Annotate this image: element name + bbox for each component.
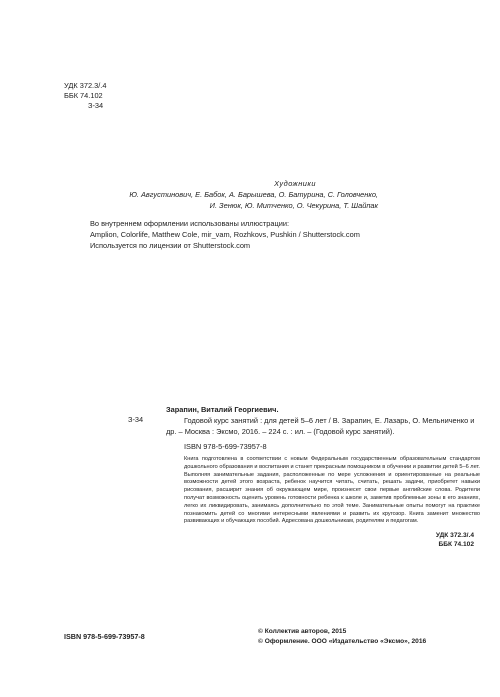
catalog-author: Зарапин, Виталий Георгиевич. xyxy=(166,405,279,414)
classification-codes xyxy=(64,81,106,111)
illustrations-credit xyxy=(90,218,380,251)
udc-code: УДК 372.3/.4 xyxy=(64,81,107,90)
bbk-code: ББК 74.102 xyxy=(64,91,103,100)
catalog-annotation: Книга подготовлена в соответствии с новым Федеральным государственным образовательным стандартом дошкольного образования и воспитания и станет прекрасным помощником в обучении и развитии детей 5–6 лет. Выполняя занимательные задания, расположенные по мере усложнения и ориентированные на реальные возможности детей этого возраста, ребенок научится читать, считать, решать задачи, приобретет навыки рисования, расширит знания об окружающем мире, произнесет свои первые английские слова. Родители получат возможность оценить уровень готовности ребенка к школе и, заметив проблемные зоны в его знаниях, легко их ликвидировать, занимаясь дополнительно по этой теме. Занимательные опыты помогут на практике познакомить детей со многими интересными явлениями и развить их кругозор. Книга заменит множество развивающих и обучающих пособий. Адресована дошкольникам, родителям и педагогам. xyxy=(184,456,480,525)
artists-line-1: Ю. Августинович, Е. Бабок, А. Барышева, О. Батурина, С. Головченко, xyxy=(129,190,378,199)
copyright-authors: © Коллектив авторов, 2015 xyxy=(258,628,347,635)
artists-block xyxy=(80,178,378,211)
catalog-card xyxy=(166,404,480,549)
illustrations-line-2: Amplion, Colorlife, Matthew Cole, mir_vam, Rozhkovs, Pushkin / Shutterstock.com xyxy=(90,230,360,239)
catalog-codes xyxy=(166,531,480,549)
artists-line-2: И. Зенюк, Ю. Митченко, О. Чекурина, Т. Шайпак xyxy=(209,201,378,210)
footer-isbn: ISBN 978-5-699-73957-8 xyxy=(64,632,145,641)
copyright-block xyxy=(258,627,426,647)
catalog-udc: УДК 372.3/.4 xyxy=(435,532,474,540)
illustrations-line-3: Используется по лицензии от Shutterstock.com xyxy=(90,241,251,250)
copyright-design: © Оформление. ООО «Издательство «Эксмо», 2016 xyxy=(258,638,427,645)
catalog-bbk: ББК 74.102 xyxy=(438,541,474,549)
catalog-side-mark: З-34 xyxy=(128,415,144,424)
catalog-description: Годовой курс занятий : для детей 5–6 лет / В. Зарапин, Е. Лазарь, О. Мельниченко и др. – Москва : Эксмо, 2016. – 224 с. : ил. – (Годовой курс занятий). xyxy=(166,416,475,436)
catalog-isbn: ISBN 978-5-699-73957-8 xyxy=(184,442,267,451)
author-mark: З-34 xyxy=(88,101,104,110)
illustrations-line-1: Во внутреннем оформлении использованы иллюстрации: xyxy=(90,219,290,228)
artists-heading: Художники xyxy=(274,179,316,188)
